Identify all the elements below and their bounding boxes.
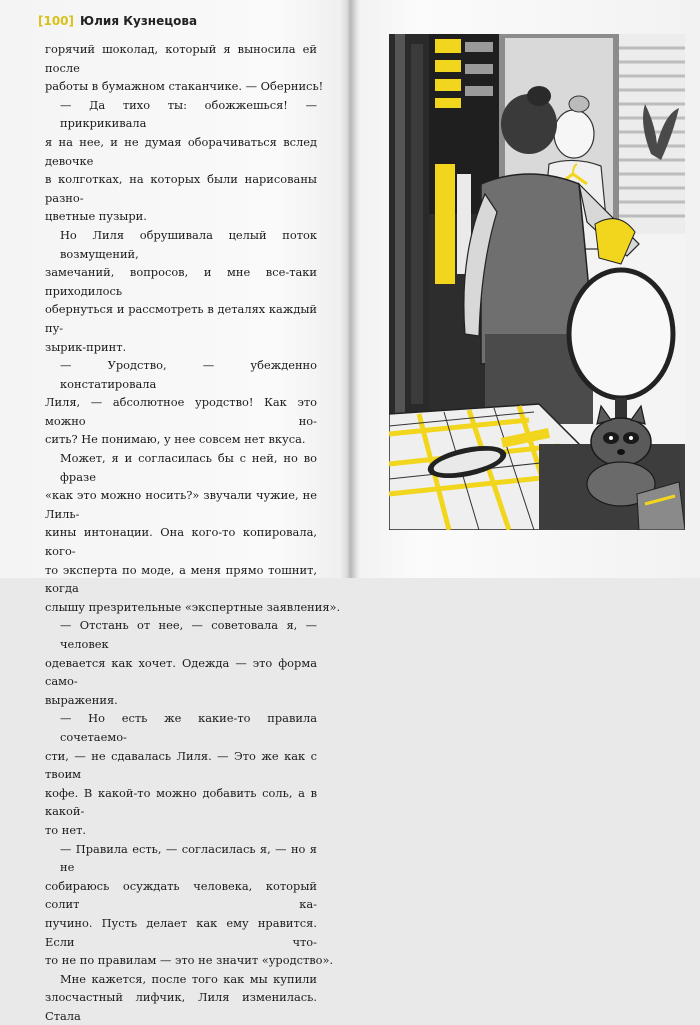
text-line: слышу презрительные «экспертные заявления». — [45, 599, 341, 614]
text-line: кины интонации. Она кого-то копировала, кого- — [45, 525, 317, 559]
text-line: Лиля, — абсолютное уродство! Как это можно но- — [45, 395, 317, 428]
text-line: в колготках, на которых были нарисованы разно- — [45, 172, 317, 205]
text-line: сить? Не понимаю, у нее совсем нет вкуса. — [45, 432, 306, 447]
page-number: [100] — [38, 14, 75, 28]
right-page — [350, 0, 700, 578]
text-line: кофе. В какой-то можно добавить соль, а в какой- — [45, 785, 317, 819]
raccoon-icon — [587, 406, 655, 506]
text-line: цветные пузыри. — [45, 209, 147, 224]
text-line: Может, я и согласилась бы с ней, но во фразе — [60, 451, 317, 484]
text-line: Но Лиля обрушивала целый поток возмущений, — [60, 227, 317, 261]
text-line: — Правила есть, — согласилась я, — но я не — [60, 841, 317, 875]
text-line: — Отстань от нее, — советовала я, — человек — [60, 618, 317, 651]
text-line: замечаний, вопросов, и мне все-таки приходилось — [45, 265, 317, 298]
text-line: обернуться и рассмотреть в деталях каждый пу- — [45, 302, 317, 335]
text-line: я на нее, и не думая оборачиваться вслед девочке — [45, 134, 317, 168]
author-name: Юлия Кузнецова — [80, 14, 198, 28]
text-line: Мне кажется, после того как мы купили — [60, 971, 317, 986]
text-line: то нет. — [45, 822, 87, 837]
text-line: злосчастный лифчик, Лиля изменилась. Стала — [45, 990, 317, 1023]
text-line: «как это можно носить?» звучали чужие, не Лиль- — [45, 488, 317, 521]
text-line: выражения. — [45, 692, 118, 707]
text-line: собираюсь осуждать человека, который солит ка- — [45, 878, 317, 912]
text-line: пучино. Пусть делает как ему нравится. Если что- — [45, 915, 317, 949]
text-line: — Уродство, — убежденно констатировала — [60, 358, 317, 391]
text-line: сти, — не сдавалась Лиля. — Это же как с твоим — [45, 748, 317, 782]
text-line: горячий шоколад, который я выносила ей после — [45, 42, 317, 75]
text-line: — Но есть же какие-то правила сочетаемо- — [60, 711, 317, 744]
text-line: одевается как хочет. Одежда — это форма само- — [45, 655, 317, 689]
text-line: то не по правилам — это не значит «уродство». — [45, 953, 334, 968]
illustration-drawing — [389, 34, 685, 530]
text-line: то эксперта по моде, а меня прямо тошнит, когда — [45, 562, 317, 596]
illustration — [389, 34, 685, 530]
text-line: зырик-принт. — [45, 339, 127, 354]
running-head — [38, 14, 197, 28]
left-page — [0, 0, 350, 1023]
text-line: — Да тихо ты: обожжешься! — прикрикивала — [60, 97, 317, 131]
body-text — [45, 40, 341, 1025]
text-line: работы в бумажном стаканчике. — Обернись! — [45, 79, 324, 94]
